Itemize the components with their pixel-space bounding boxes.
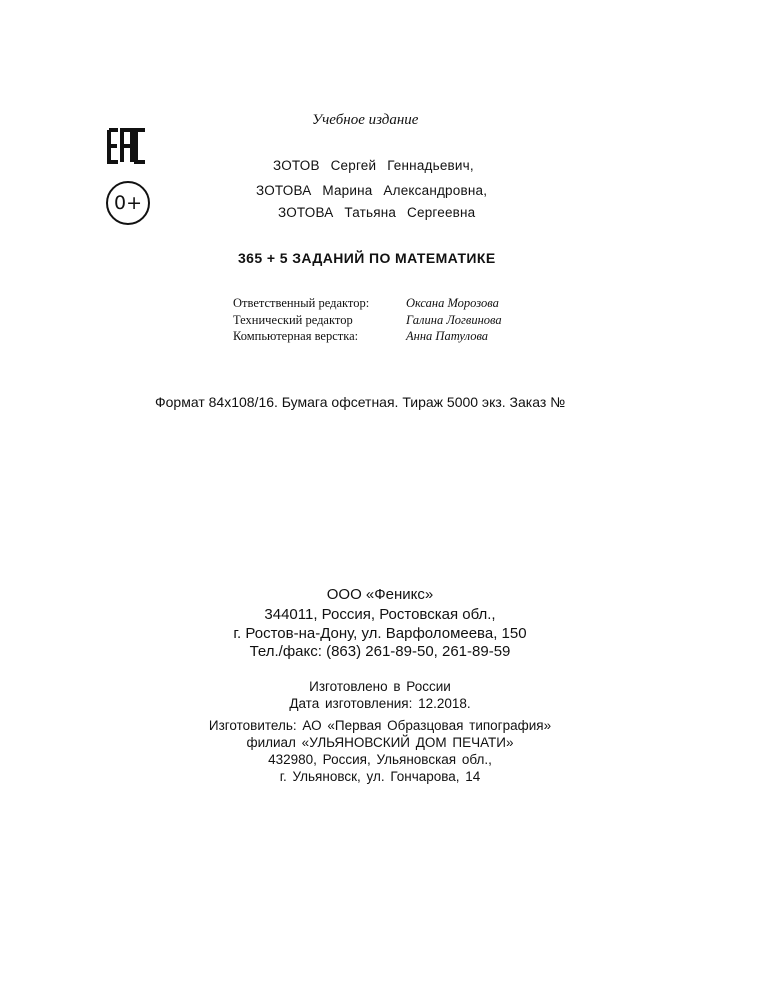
print-format-line: Формат 84x108/16. Бумага офсетная. Тираж 5000 экз. Заказ № [155,394,566,410]
publisher-line: Тел./факс: (863) 261-89-50, 261-89-59 [249,643,511,660]
manufacture-line: Изготовитель: АО «Первая Образцовая типография» [208,718,552,733]
manufacture-line: 432980, Россия, Ульяновская обл., [268,752,492,767]
staff-name: Анна Патулова [406,329,489,343]
publisher-line: 344011, Россия, Ростовская обл., [264,606,496,623]
manufacture-line: филиал «УЛЬЯНОВСКИЙ ДОМ ПЕЧАТИ» [246,735,514,750]
author-line: ЗОТОВА Татьяна Сергеевна [278,205,476,220]
manufacture-line: Изготовлено в России [309,679,451,694]
author-line: ЗОТОВА Марина Александровна, [256,183,488,198]
manufacture-line: Дата изготовления: 12.2018. [289,696,471,711]
staff-role: Ответственный редактор: [233,296,370,310]
author-line: ЗОТОВ Сергей Геннадьевич, [273,158,474,173]
publisher-line: г. Ростов-на-Дону, ул. Варфоломеева, 150 [233,625,527,642]
staff-role: Технический редактор [233,313,353,327]
book-title: 365 + 5 ЗАДАНИЙ ПО МАТЕМАТИКЕ [238,250,496,266]
edition-type: Учебное издание [312,112,419,128]
manufacture-line: г. Ульяновск, ул. Гончарова, 14 [279,769,481,784]
age-rating-badge: 0+ [106,181,150,225]
eac-certification-mark [107,128,147,164]
staff-role: Компьютерная верстка: [233,329,359,343]
publisher-line: ООО «Феникс» [326,586,434,603]
staff-name: Галина Логвинова [406,313,502,327]
staff-name: Оксана Морозова [406,296,499,310]
